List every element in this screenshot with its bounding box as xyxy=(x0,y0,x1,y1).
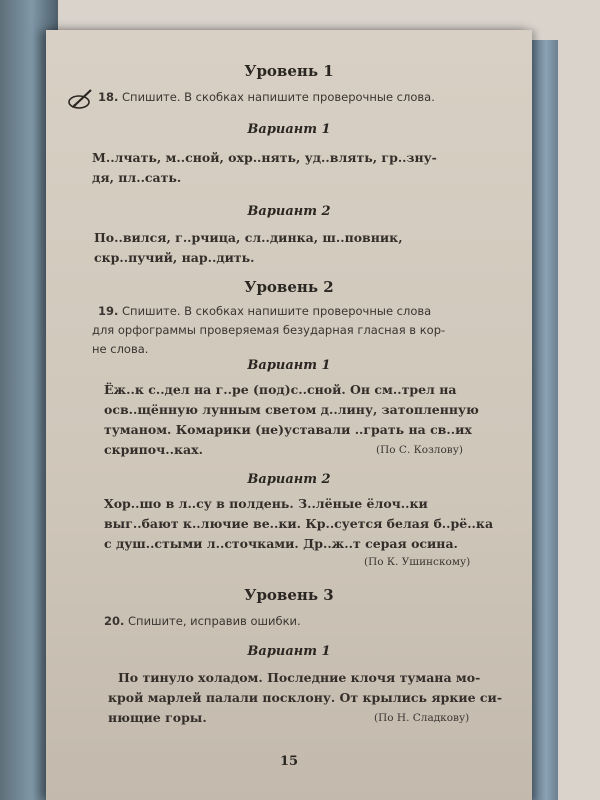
level-2-variant-2-title: Вариант 2 xyxy=(247,472,331,487)
level-1-variant-2-title: Вариант 2 xyxy=(247,204,331,219)
level-2-variant-1-line-4: скрипоч..ках. xyxy=(104,442,203,457)
level-2-variant-2-line-1: Хор..шо в л..су в полдень. З..лёные ёлоч..ки xyxy=(104,496,428,511)
level-2-variant-2-source: (По К. Ушинскому) xyxy=(364,556,471,568)
level-3-variant-1-line-2: крой марлей палали посклону. От крылись яркие си- xyxy=(108,690,503,705)
level-2-variant-2-line-2: выг..бают к..лючие ве..ки. Кр..суется белая б..рё..ка xyxy=(104,516,494,531)
task-19-line-2: для орфограммы проверяемая безударная гласная в кор- xyxy=(92,323,446,337)
level-3-title: Уровень 3 xyxy=(244,586,334,604)
task-20-number: 20. xyxy=(104,614,125,628)
task-19-number: 19. xyxy=(98,304,119,318)
book-page xyxy=(46,30,532,800)
page-number: 15 xyxy=(279,754,299,769)
level-2-variant-1-line-2: осв..щённую лунным светом д..лину, затопленную xyxy=(104,402,479,417)
level-3-variant-1-title: Вариант 1 xyxy=(247,644,331,659)
level-3-variant-1-line-3: нющие горы. xyxy=(108,710,207,725)
level-3-variant-1-line-1: По тинуло холадом. Последние клочя тумана мо- xyxy=(118,670,481,685)
task-19-line-3: не слова. xyxy=(92,342,149,356)
task-19 xyxy=(92,302,528,359)
task-20-text: Спишите, исправив ошибки. xyxy=(128,614,301,628)
book-cover-right xyxy=(528,40,558,800)
task-18-text: Спишите. В скобках напишите проверочные слова. xyxy=(122,90,435,104)
level-2-variant-2-line-3: с душ..стыми л..сточками. Др..ж..т серая осина. xyxy=(104,536,458,551)
level-1-variant-2-line-1: По..вился, г..рчица, сл..динка, ш..повник, xyxy=(94,230,403,245)
level-1-variant-1-line-2: дя, пл..сать. xyxy=(92,170,182,185)
level-2-variant-1-title: Вариант 1 xyxy=(247,358,331,373)
pencil-icon xyxy=(68,88,94,110)
level-1-variant-1-line-1: М..лчать, м..сной, охр..нять, уд..влять, гр..зну- xyxy=(92,150,437,165)
task-18 xyxy=(98,88,518,107)
level-2-variant-1-source: (По С. Козлову) xyxy=(376,444,463,456)
level-2-title: Уровень 2 xyxy=(244,278,334,296)
level-1-variant-2-line-2: скр..пучий, нар..дить. xyxy=(94,250,255,265)
level-1-variant-1-title: Вариант 1 xyxy=(247,122,331,137)
level-2-variant-1-line-3: туманом. Комарики (не)уставали ..грать на св..их xyxy=(104,422,472,437)
level-3-variant-1-source: (По Н. Сладкову) xyxy=(374,712,470,724)
task-18-number: 18. xyxy=(98,90,119,104)
level-2-variant-1-line-1: Ёж..к с..дел на г..ре (под)с..сной. Он см..трел на xyxy=(104,382,457,397)
level-1-title: Уровень 1 xyxy=(244,62,334,80)
task-19-line-1: Спишите. В скобках напишите проверочные слова xyxy=(122,304,432,318)
task-20 xyxy=(104,612,524,631)
